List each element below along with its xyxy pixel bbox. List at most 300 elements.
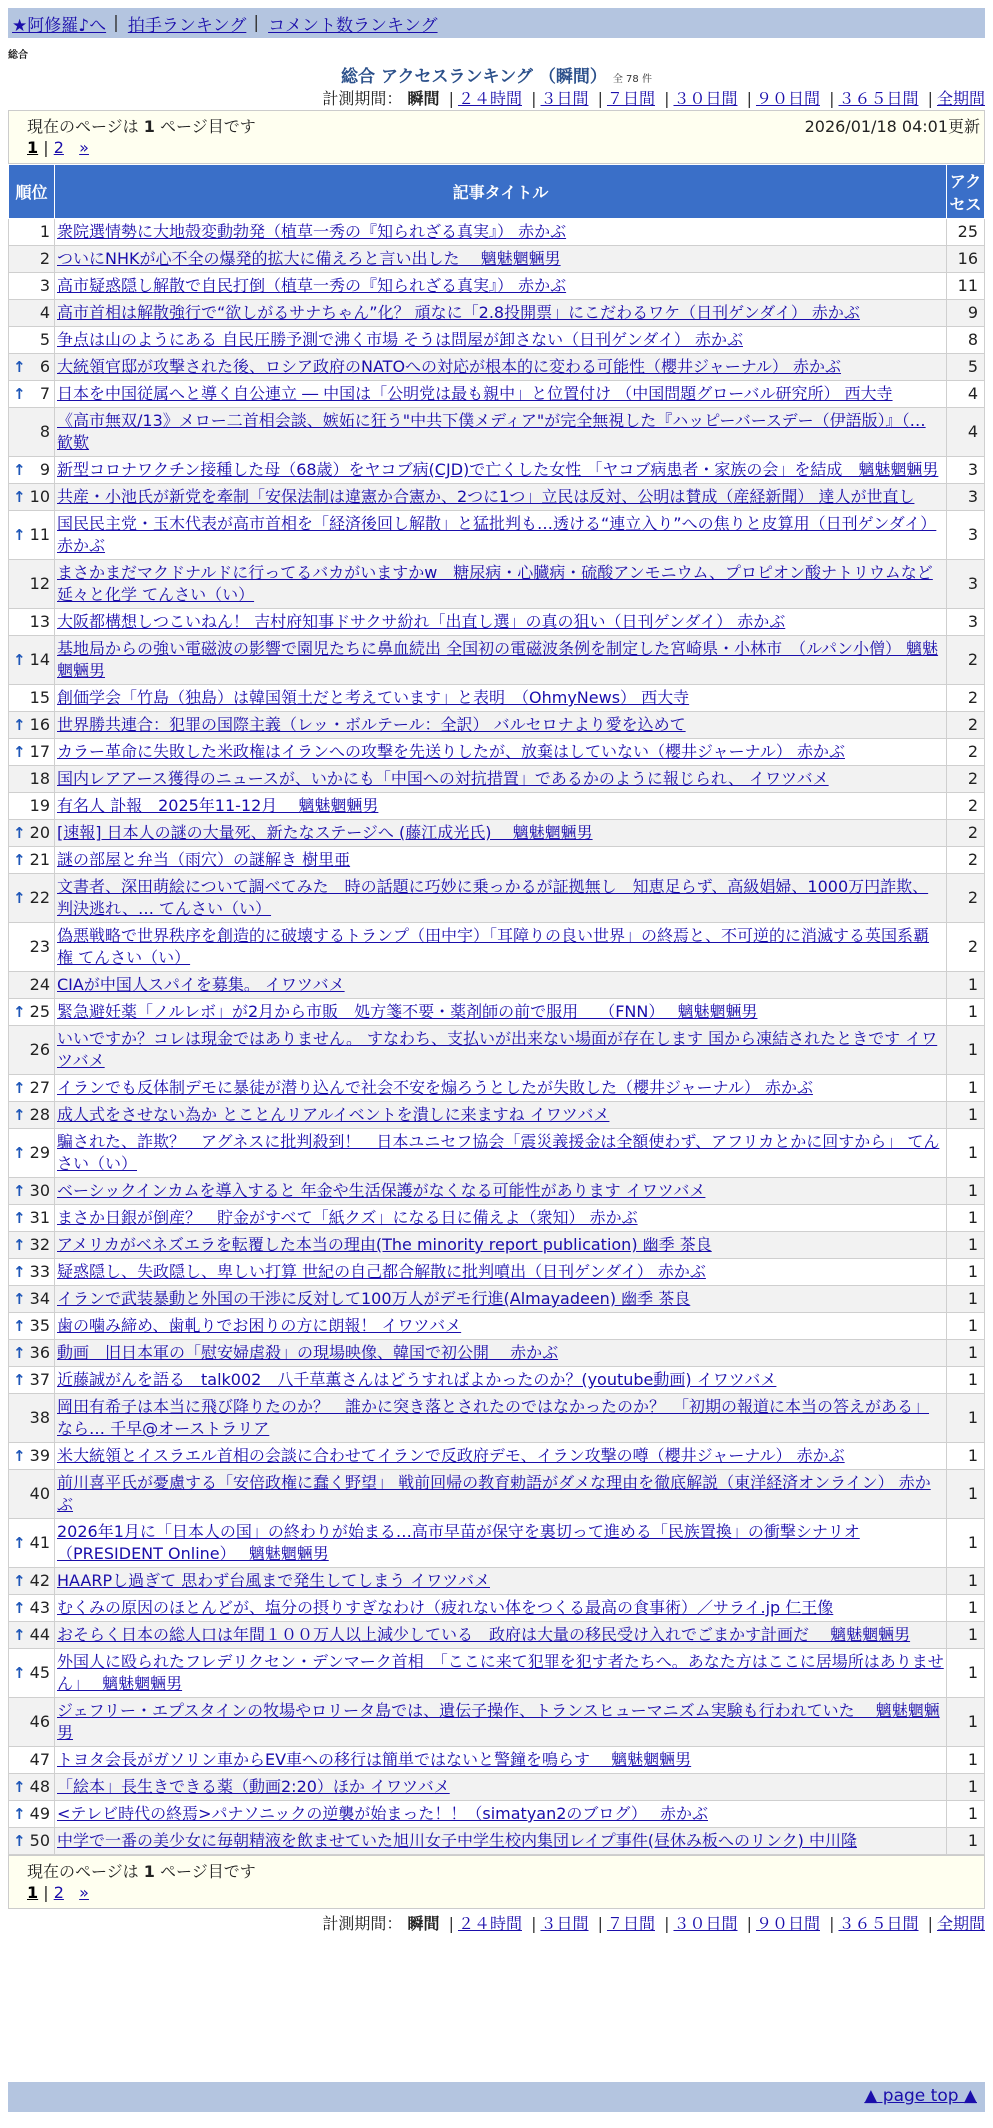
- rank-number: 40: [29, 1484, 50, 1503]
- rank-number: 3: [39, 276, 50, 295]
- access-count: 2: [947, 874, 985, 923]
- rank-up-arrow-icon: ↑: [13, 385, 26, 403]
- title-cell: [55, 381, 947, 408]
- access-count: 1: [947, 1519, 985, 1568]
- rank-number: 31: [29, 1208, 50, 1227]
- article-title-link[interactable]: 謎の部屋と弁当（雨穴）の謎解き 樹里亜: [57, 850, 351, 869]
- title-cell: [55, 820, 947, 847]
- article-title-link[interactable]: 岡田有希子は本当に飛び降りたのか？ 誰かに突き落とされたのではなかったのか？ 「初期の報道に本当の答えがある」なら… 千早@オーストラリア: [57, 1397, 930, 1438]
- table-row: [9, 381, 985, 408]
- rank-number: 30: [29, 1181, 50, 1200]
- rank-number: 50: [29, 1831, 50, 1850]
- table-row: [9, 1622, 985, 1649]
- rank-number: 4: [39, 303, 50, 322]
- rank-cell: [9, 219, 55, 246]
- rank-up-arrow-icon: ↑: [13, 1534, 26, 1552]
- page-top-link[interactable]: ▲ page top ▲: [864, 2086, 977, 2106]
- title-cell: [55, 1286, 947, 1313]
- nav-link-asyura[interactable]: ★阿修羅♪へ: [12, 15, 107, 36]
- access-count: 1: [947, 1340, 985, 1367]
- title-cell: [55, 1313, 947, 1340]
- access-count: 1: [947, 1470, 985, 1519]
- title-cell: [55, 1340, 947, 1367]
- rank-up-arrow-icon: ↑: [13, 461, 26, 479]
- article-title-link[interactable]: 大統領官邸が攻撃された後、ロシア政府のNATOへの対応が根本的に変わる可能性（櫻井ジャーナル） 赤かぶ: [57, 357, 842, 376]
- table-row: [9, 327, 985, 354]
- rank-cell: [9, 1340, 55, 1367]
- rank-number: 6: [39, 357, 50, 376]
- table-row: [9, 1747, 985, 1774]
- rank-number: 8: [39, 422, 50, 441]
- rank-cell: [9, 685, 55, 712]
- rank-up-arrow-icon: ↑: [13, 358, 26, 376]
- article-title-link[interactable]: 前川喜平氏が憂慮する「安倍政権に蠢く野望」 戦前回帰の教育勅語がダメな理由を徹底解説（東洋経済オンライン） 赤かぶ: [57, 1473, 931, 1514]
- rank-up-arrow-icon: ↑: [13, 1182, 26, 1200]
- access-count: 2: [947, 923, 985, 972]
- table-row: [9, 1313, 985, 1340]
- nav-link-comment-ranking[interactable]: コメント数ランキング: [268, 15, 438, 36]
- article-title-link[interactable]: 高市疑惑隠し解散で自民打倒（植草一秀の『知られざる真実』） 赤かぶ: [57, 276, 567, 295]
- title-cell: [55, 1367, 947, 1394]
- access-count: 1: [947, 1259, 985, 1286]
- rank-cell: [9, 739, 55, 766]
- rank-up-arrow-icon: ↑: [13, 1572, 26, 1590]
- title-cell: [55, 273, 947, 300]
- rank-cell: [9, 1470, 55, 1519]
- article-title-link[interactable]: おそらく日本の総人口は年間１００万人以上減少している 政府は大量の移民受け入れでごまかす計画だ 魑魅魍魎男: [57, 1625, 911, 1644]
- article-title-link[interactable]: 疑惑隠し、失政隠し、卑しい打算 世紀の自己都合解散に批判噴出（日刊ゲンダイ） 赤かぶ: [57, 1262, 706, 1281]
- title-cell: [55, 712, 947, 739]
- period-7d[interactable]: ７日間: [606, 89, 655, 108]
- title-cell: [55, 1649, 947, 1698]
- rank-up-arrow-icon: ↑: [13, 1263, 26, 1281]
- table-row: [9, 739, 985, 766]
- article-title-link[interactable]: 《高市無双/13》メロー二首相会談、嫉妬に狂う"中共下僕メディア"が完全無視した『ハッピーバースデー（伊語版）』（… 歓歎: [57, 411, 926, 452]
- access-count: 1: [947, 1232, 985, 1259]
- table-row: [9, 1026, 985, 1075]
- title-cell: [55, 739, 947, 766]
- article-title-link[interactable]: 文書者、深田萌絵について調べてみた 時の話題に巧妙に乗っかるが証拠無し 知恵足らず、高級娼婦、1000万円詐欺、判決逃れ、… てんさい（い）: [57, 877, 929, 918]
- title-cell: [55, 972, 947, 999]
- article-title-link[interactable]: 基地局からの強い電磁波の影響で園児たちに鼻血続出 全国初の電磁波条例を制定した宮崎県・小林市 （ルパン小僧） 魑魅魍魎男: [57, 639, 939, 680]
- article-title-link[interactable]: 2026年1月に「日本人の国」の終わりが始まる…高市早苗が保守を裏切って進める「民族置換」の衝撃シナリオ （PRESIDENT Online） 魑魅魍魎男: [57, 1522, 860, 1563]
- rank-up-arrow-icon: ↑: [13, 1003, 26, 1021]
- rank-up-arrow-icon: ↑: [13, 1317, 26, 1335]
- period-365d[interactable]: ３６５日間: [838, 1914, 919, 1933]
- title-cell: [55, 1026, 947, 1075]
- rank-cell: [9, 1129, 55, 1178]
- rank-cell: [9, 1443, 55, 1470]
- period-24h[interactable]: ２４時間: [457, 1914, 522, 1933]
- rank-cell: [9, 793, 55, 820]
- article-title-link[interactable]: CIAが中国人スパイを募集。 イワツバメ: [57, 975, 345, 994]
- table-row: [9, 1129, 985, 1178]
- article-title-link[interactable]: 歯の噛み締め、歯軋りでお困りの方に朗報！ イワツバメ: [57, 1316, 462, 1335]
- rank-cell: [9, 246, 55, 273]
- period-3d[interactable]: ３日間: [540, 1914, 589, 1933]
- article-title-link[interactable]: 世界勝共連合：犯罪の国際主義（レッ・ボルテール：全訳） バルセロナより愛を込めて: [57, 715, 686, 734]
- table-row: [9, 1519, 985, 1568]
- pager-page-2[interactable]: 2: [53, 1883, 64, 1902]
- article-title-link[interactable]: カラー革命に失敗した米政権はイランへの攻撃を先送りしたが、放棄はしていない（櫻井ジャーナル） 赤かぶ: [57, 742, 845, 761]
- rank-cell: [9, 1568, 55, 1595]
- rank-cell: [9, 1519, 55, 1568]
- access-count: 2: [947, 739, 985, 766]
- table-row: [9, 1075, 985, 1102]
- rank-cell: [9, 1595, 55, 1622]
- access-count: 3: [947, 560, 985, 609]
- rank-number: 21: [29, 850, 50, 869]
- rank-cell: [9, 484, 55, 511]
- article-title-link[interactable]: イランでも反体制デモに暴徒が潜り込んで社会不安を煽ろうとしたが失敗した（櫻井ジャーナル） 赤かぶ: [57, 1078, 813, 1097]
- title-cell: [55, 1259, 947, 1286]
- rank-up-arrow-icon: ↑: [13, 716, 26, 734]
- rank-up-arrow-icon: ↑: [13, 743, 26, 761]
- ranking-table: [8, 164, 985, 1855]
- rank-up-arrow-icon: ↑: [13, 651, 26, 669]
- article-title-link[interactable]: 争点は山のようにある 自民圧勝予測で沸く市場 そうは問屋が卸さない（日刊ゲンダイ） 赤かぶ: [57, 330, 743, 349]
- rank-up-arrow-icon: ↑: [13, 1144, 26, 1162]
- rank-up-arrow-icon: ↑: [13, 851, 26, 869]
- rank-cell: [9, 609, 55, 636]
- rank-cell: [9, 560, 55, 609]
- rank-number: 45: [29, 1663, 50, 1682]
- article-title-link[interactable]: 「絵本」長生きできる薬（動画2:20）ほか イワツバメ: [57, 1777, 450, 1796]
- access-count: 16: [947, 246, 985, 273]
- article-title-link[interactable]: まさか日銀が倒産？ 貯金がすべて「紙クズ」になる日に備えよ（衆知） 赤かぶ: [57, 1208, 638, 1227]
- period-7d[interactable]: ７日間: [606, 1914, 655, 1933]
- rank-number: 38: [29, 1408, 50, 1427]
- rank-number: 49: [29, 1804, 50, 1823]
- table-row: [9, 1367, 985, 1394]
- table-row: [9, 1232, 985, 1259]
- article-title-link[interactable]: 高市首相は解散強行で“欲しがるサナちゃん”化？ 頑なに「2.8投開票」にこだわるワケ（日刊ゲンダイ） 赤かぶ: [57, 303, 860, 322]
- access-count: 1: [947, 1026, 985, 1075]
- rank-number: 44: [29, 1625, 50, 1644]
- rank-number: 12: [29, 574, 50, 593]
- access-count: 1: [947, 1075, 985, 1102]
- rank-number: 28: [29, 1105, 50, 1124]
- access-count: 8: [947, 327, 985, 354]
- table-row: [9, 457, 985, 484]
- period-all[interactable]: 全期間: [936, 89, 985, 108]
- rank-up-arrow-icon: ↑: [13, 488, 26, 506]
- rank-up-arrow-icon: ↑: [13, 1832, 26, 1850]
- access-count: 2: [947, 793, 985, 820]
- rank-number: 29: [29, 1143, 50, 1162]
- rank-number: 39: [29, 1446, 50, 1465]
- title-cell: [55, 636, 947, 685]
- title-cell: [55, 560, 947, 609]
- title-cell: [55, 1394, 947, 1443]
- table-row: [9, 1259, 985, 1286]
- access-count: 4: [947, 408, 985, 457]
- rank-up-arrow-icon: ↑: [13, 526, 26, 544]
- article-title-link[interactable]: 大阪都構想しつこいねん！ 吉村府知事ドサクサ紛れ「出直し選」の真の狙い（日刊ゲンダイ） 赤かぶ: [57, 612, 786, 631]
- period-90d[interactable]: ９０日間: [755, 1914, 820, 1933]
- table-row: [9, 1774, 985, 1801]
- rank-number: 13: [29, 612, 50, 631]
- pager-page-1: 1: [27, 138, 39, 157]
- rank-number: 22: [29, 888, 50, 907]
- rank-number: 47: [29, 1750, 50, 1769]
- article-title-link[interactable]: イランで武装暴動と外国の干渉に反対して100万人がデモ行進(Almayadeen) 幽季 茶良: [57, 1289, 691, 1308]
- period-selector-bottom: 計測期間： 瞬間 | ２４時間 | ３日間 | ７日間 | ３０日間 | ９０日間 | ３６５日間 | 全期間: [322, 1914, 985, 1933]
- article-title-link[interactable]: 日本を中国従属へと導く自公連立 ― 中国は「公明党は最も親中」と位置付け （中国問題グローバル研究所） 西大寺: [57, 384, 893, 403]
- col-header-title: 記事タイトル: [55, 165, 947, 219]
- period-30d[interactable]: ３０日間: [673, 89, 738, 108]
- pager-next[interactable]: »: [79, 138, 89, 157]
- current-page-text-bottom: 現在のページは 1 ページ目です: [27, 1862, 256, 1881]
- article-title-link[interactable]: いいですか？コレは現金ではありません。 すなわち、支払いが出来ない場面が存在します 国から凍結されたときです イワツバメ: [57, 1029, 938, 1070]
- period-current: 瞬間: [407, 1914, 440, 1933]
- rank-cell: [9, 1394, 55, 1443]
- page-title-text: 総合 アクセスランキング （瞬間）: [341, 67, 607, 87]
- rank-up-arrow-icon: ↑: [13, 1805, 26, 1823]
- period-30d[interactable]: ３０日間: [673, 1914, 738, 1933]
- access-count: 25: [947, 219, 985, 246]
- article-title-link[interactable]: 共産・小池氏が新党を牽制「安保法制は違憲か合憲か、2つに1つ」立民は反対、公明は賛成（産経新聞） 達人が世直し: [57, 487, 915, 506]
- title-cell: [55, 1178, 947, 1205]
- rank-number: 1: [39, 222, 50, 241]
- article-title-link[interactable]: ジェフリー・エプスタインの牧場やロリータ島では、遺伝子操作、トランスヒューマニズム実験も行われていた 魑魅魍魎男: [57, 1701, 940, 1742]
- title-cell: [55, 219, 947, 246]
- title-cell: [55, 408, 947, 457]
- article-title-link[interactable]: トヨタ会長がガソリン車からEV車への移行は簡単ではないと警鐘を鳴らす 魑魅魍魎男: [57, 1750, 692, 1769]
- access-count: 1: [947, 1178, 985, 1205]
- rank-number: 2: [39, 249, 50, 268]
- access-count: 1: [947, 1102, 985, 1129]
- rank-number: 23: [29, 937, 50, 956]
- title-cell: [55, 327, 947, 354]
- article-title-link[interactable]: 偽悪戦略で世界秩序を創造的に破壊するトランプ（田中宇）「耳障りの良い世界」の終焉と、不可逆的に消滅する英国系覇権 てんさい（い）: [57, 926, 930, 967]
- nav-separator: |: [253, 13, 260, 33]
- rank-cell: [9, 820, 55, 847]
- access-count: 1: [947, 1828, 985, 1855]
- article-title-link[interactable]: まさかまだマクドナルドに行ってるバカがいますかw 糖尿病・心臓病・硫酸アンモニウム、プロピオン酸ナトリウムなど延々と化学 てんさい（い）: [57, 563, 933, 604]
- rank-up-arrow-icon: ↑: [13, 824, 26, 842]
- access-count: 9: [947, 300, 985, 327]
- rank-cell: [9, 1747, 55, 1774]
- title-cell: [55, 874, 947, 923]
- title-cell: [55, 1595, 947, 1622]
- rank-number: 18: [29, 769, 50, 788]
- top-nav-bar: [8, 8, 985, 38]
- access-count: 2: [947, 685, 985, 712]
- rank-number: 14: [29, 650, 50, 669]
- access-count: 1: [947, 1649, 985, 1698]
- rank-up-arrow-icon: ↑: [13, 1290, 26, 1308]
- period-90d[interactable]: ９０日間: [755, 89, 820, 108]
- table-row: [9, 1443, 985, 1470]
- article-title-link[interactable]: 近藤誠がんを語る talk002 八千草薫さんはどうすればよかったのか？(youtube動画) イワツバメ: [57, 1370, 777, 1389]
- rank-cell: [9, 457, 55, 484]
- page-info-top: [8, 110, 985, 164]
- access-count: 1: [947, 972, 985, 999]
- article-title-link[interactable]: ベーシックインカムを導入すると 年金や生活保護がなくなる可能性があります イワツバメ: [57, 1181, 706, 1200]
- article-title-link[interactable]: 米大統領とイスラエル首相の会談に合わせてイランで反政府デモ、イラン攻撃の噂（櫻井ジャーナル） 赤かぶ: [57, 1446, 845, 1465]
- rank-cell: [9, 923, 55, 972]
- rank-number: 42: [29, 1571, 50, 1590]
- article-title-link[interactable]: ついにNHKが心不全の爆発的拡大に備えろと言い出した 魑魅魍魎男: [57, 249, 561, 268]
- title-cell: [55, 847, 947, 874]
- rank-number: 16: [29, 715, 50, 734]
- rank-up-arrow-icon: ↑: [13, 1344, 26, 1362]
- rank-cell: [9, 354, 55, 381]
- title-cell: [55, 1470, 947, 1519]
- table-row: [9, 766, 985, 793]
- rank-cell: [9, 1205, 55, 1232]
- title-cell: [55, 300, 947, 327]
- rank-number: 26: [29, 1040, 50, 1059]
- title-cell: [55, 1622, 947, 1649]
- rank-up-arrow-icon: ↑: [13, 1106, 26, 1124]
- rank-up-arrow-icon: ↑: [13, 1599, 26, 1617]
- rank-number: 7: [39, 384, 50, 403]
- title-cell: [55, 793, 947, 820]
- period-365d[interactable]: ３６５日間: [838, 89, 919, 108]
- pager-page-1: 1: [27, 1883, 39, 1902]
- nav-separator: |: [113, 13, 119, 33]
- article-title-link[interactable]: 中学で一番の美少女に毎朝精液を飲ませていた旭川女子中学生校内集団レイプ事件(昼休み板へのリンク) 中川隆: [57, 1831, 857, 1850]
- table-row: [9, 1595, 985, 1622]
- table-row: [9, 408, 985, 457]
- article-title-link[interactable]: 国民民主党・玉木代表が高市首相を「経済後回し解散」と猛批判も…透ける“連立入り”への焦りと皮算用（日刊ゲンダイ） 赤かぶ: [57, 514, 937, 555]
- article-title-link[interactable]: むくみの原因のほとんどが、塩分の摂りすぎなわけ（疲れない体をつくる最高の食事術）／サライ.jp 仁王像: [57, 1598, 834, 1617]
- page-info-bottom: [8, 1855, 985, 1909]
- rank-cell: [9, 1367, 55, 1394]
- rank-number: 34: [29, 1289, 50, 1308]
- title-cell: [55, 246, 947, 273]
- period-all[interactable]: 全期間: [936, 1914, 985, 1933]
- title-cell: [55, 1801, 947, 1828]
- rank-cell: [9, 273, 55, 300]
- article-title-link[interactable]: 創価学会「竹島（独島）は韓国領土だと考えています」と表明 （OhmyNews） 西大寺: [57, 688, 690, 707]
- access-count: 1: [947, 1367, 985, 1394]
- rank-cell: [9, 766, 55, 793]
- pager-next[interactable]: »: [79, 1883, 89, 1902]
- rank-cell: [9, 1075, 55, 1102]
- table-row: [9, 484, 985, 511]
- rank-cell: [9, 511, 55, 560]
- title-cell: [55, 766, 947, 793]
- title-cell: [55, 1232, 947, 1259]
- footer-bar: [8, 2082, 985, 2112]
- access-count: 1: [947, 1622, 985, 1649]
- rank-number: 48: [29, 1777, 50, 1796]
- access-count: 4: [947, 381, 985, 408]
- rank-number: 41: [29, 1533, 50, 1552]
- rank-cell: [9, 1313, 55, 1340]
- table-row: [9, 609, 985, 636]
- rank-cell: [9, 1232, 55, 1259]
- rank-number: 5: [39, 330, 50, 349]
- article-title-link[interactable]: 新型コロナワクチン接種した母（68歳）をヤコブ病(CJD)で亡くした女性 「ヤコブ病患者・家族の会」を結成 魑魅魍魎男: [57, 460, 939, 479]
- access-count: 1: [947, 1394, 985, 1443]
- rank-cell: [9, 1102, 55, 1129]
- table-row: [9, 273, 985, 300]
- article-title-link[interactable]: 有名人 訃報 2025年11-12月 魑魅魍魎男: [57, 796, 379, 815]
- rank-up-arrow-icon: ↑: [13, 1447, 26, 1465]
- period-selector-top: 計測期間： 瞬間 | ２４時間 | ３日間 | ７日間 | ３０日間 | ９０日間 | ３６５日間 | 全期間: [322, 89, 985, 108]
- article-title-link[interactable]: 緊急避妊薬「ノルレボ」が2月から市販 処方箋不要・薬剤師の前で服用 （FNN） 魑魅魍魎男: [57, 1002, 758, 1021]
- table-row: [9, 923, 985, 972]
- access-count: 1: [947, 1698, 985, 1747]
- access-count: 2: [947, 636, 985, 685]
- table-row: [9, 1286, 985, 1313]
- access-count: 1: [947, 1595, 985, 1622]
- title-cell: [55, 1443, 947, 1470]
- title-cell: [55, 1129, 947, 1178]
- title-cell: [55, 1828, 947, 1855]
- table-row: [9, 636, 985, 685]
- table-row: [9, 560, 985, 609]
- article-title-link[interactable]: 国内レアアース獲得のニュースが、いかにも「中国への対抗措置」であるかのように報じられ、 イワツバメ: [57, 769, 829, 788]
- rank-number: 9: [39, 460, 50, 479]
- table-row: [9, 1470, 985, 1519]
- article-title-link[interactable]: 動画 旧日本軍の「慰安婦虐殺」の現場映像、韓国で初公開 赤かぶ: [57, 1343, 559, 1362]
- period-24h[interactable]: ２４時間: [457, 89, 522, 108]
- rank-number: 15: [29, 688, 50, 707]
- rank-number: 35: [29, 1316, 50, 1335]
- access-count: 5: [947, 354, 985, 381]
- rank-number: 11: [29, 525, 50, 544]
- title-cell: [55, 1698, 947, 1747]
- category-label: 総合: [8, 50, 28, 61]
- access-count: 1: [947, 1286, 985, 1313]
- rank-number: 43: [29, 1598, 50, 1617]
- article-title-link[interactable]: <テレビ時代の終焉>パナソニックの逆襲が始まった！！（simatyan2のブログ） 赤かぶ: [57, 1804, 708, 1823]
- access-count: 3: [947, 511, 985, 560]
- table-row: [9, 820, 985, 847]
- title-cell: [55, 1568, 947, 1595]
- article-title-link[interactable]: [速報] 日本人の謎の大量死、新たなステージへ (藤江成光氏) 魑魅魍魎男: [57, 823, 593, 842]
- rank-cell: [9, 1259, 55, 1286]
- pager-bottom: 1 | 2 »: [27, 1883, 89, 1902]
- rank-cell: [9, 1026, 55, 1075]
- table-row: [9, 219, 985, 246]
- pager-page-2[interactable]: 2: [53, 138, 64, 157]
- rank-number: 32: [29, 1235, 50, 1254]
- rank-cell: [9, 1649, 55, 1698]
- rank-up-arrow-icon: ↑: [13, 1209, 26, 1227]
- title-cell: [55, 1747, 947, 1774]
- rank-cell: [9, 300, 55, 327]
- table-row: [9, 793, 985, 820]
- rank-number: 27: [29, 1078, 50, 1097]
- table-row: [9, 300, 985, 327]
- title-cell: [55, 685, 947, 712]
- article-title-link[interactable]: HAARPし過ぎて 思わず台風まで発生してしまう イワツバメ: [57, 1571, 490, 1590]
- table-row: [9, 999, 985, 1026]
- period-3d[interactable]: ３日間: [540, 89, 589, 108]
- access-count: 2: [947, 847, 985, 874]
- rank-cell: [9, 1622, 55, 1649]
- article-title-link[interactable]: アメリカがベネズエラを転覆した本当の理由(The minority report publication) 幽季 茶良: [57, 1235, 712, 1254]
- access-count: 1: [947, 999, 985, 1026]
- article-title-link[interactable]: 騙された、詐欺？ アグネスに批判殺到！ 日本ユニセフ協会「震災義援金は全額使わず、アフリカとかに回すから」 てんさい（い）: [57, 1132, 940, 1173]
- title-cell: [55, 354, 947, 381]
- article-title-link[interactable]: 成人式をさせない為か とことんリアルイベントを潰しに来ますね イワツバメ: [57, 1105, 610, 1124]
- article-title-link[interactable]: 衆院選情勢に大地殻変動勃発（植草一秀の『知られざる真実』） 赤かぶ: [57, 222, 567, 241]
- access-count: 11: [947, 273, 985, 300]
- nav-link-clap-ranking[interactable]: 拍手ランキング: [127, 15, 247, 36]
- table-row: [9, 1205, 985, 1232]
- article-title-link[interactable]: 外国人に殴られたフレデリクセン・デンマーク首相 「ここに来て犯罪を犯す者たちへ。あなた方はここに居場所はありません」 魑魅魍魎男: [57, 1652, 944, 1693]
- table-row: [9, 1801, 985, 1828]
- table-row: [9, 1698, 985, 1747]
- rank-cell: [9, 327, 55, 354]
